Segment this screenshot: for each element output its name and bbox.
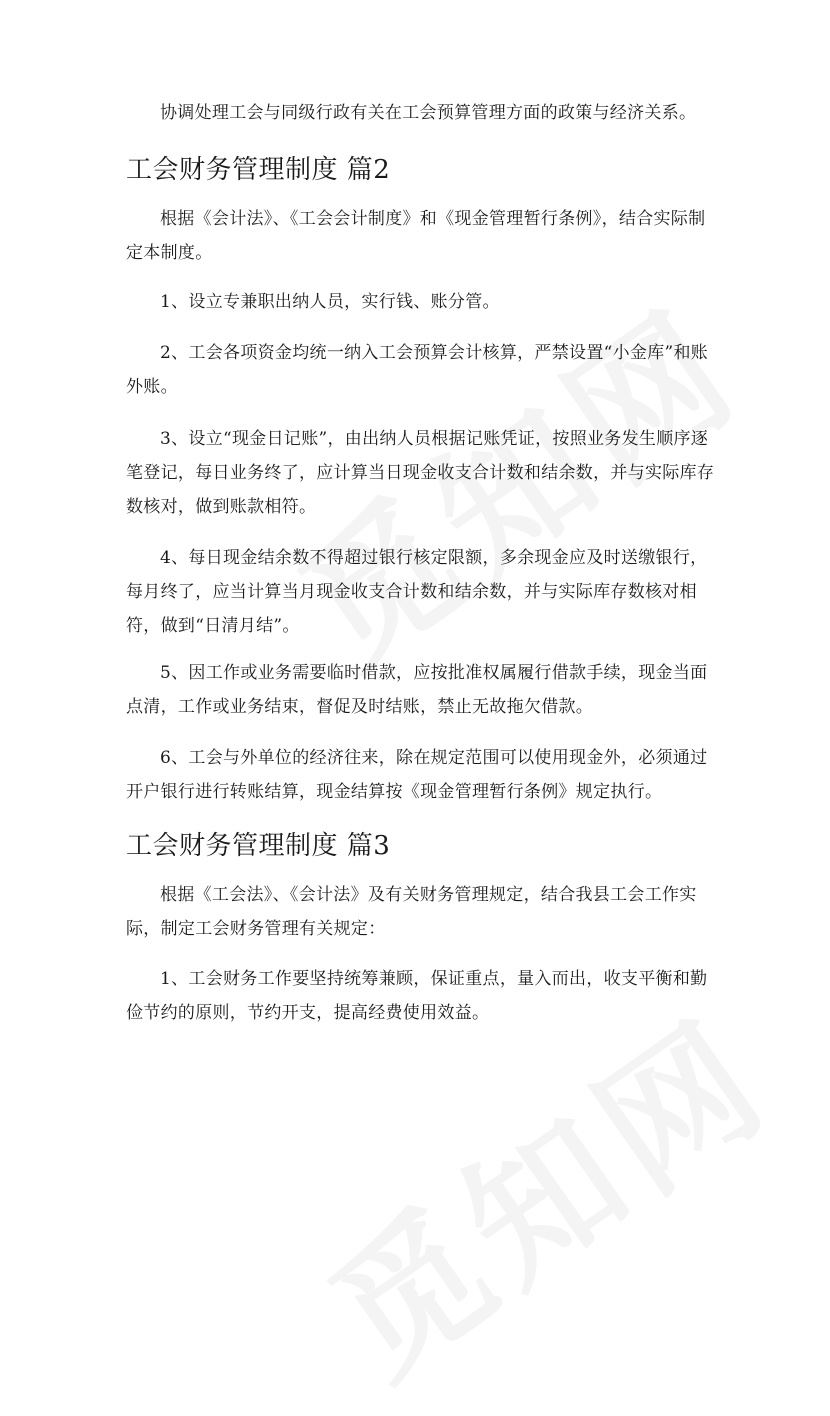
paragraph: 协调处理工会与同级行政有关在工会预算管理方面的政策与经济关系。 <box>160 103 697 123</box>
paragraph: 5、因工作或业务需要临时借款，应按批准权属履行借款手续，现金当面点清，工作或业务结束，督促及时结账，禁止无故拖欠借款。 <box>126 663 708 717</box>
paragraph: 6、工会与外单位的经济往来，除在规定范围可以使用现金外，必须通过开户银行进行转账结算，现金结算按《现金管理暂行条例》规定执行。 <box>126 748 708 802</box>
paragraph: 1、工会财务工作要坚持统筹兼顾，保证重点，量入而出，收支平衡和勤俭节约的原则，节约开支，提高经费使用效益。 <box>126 969 708 1023</box>
paragraph: 2、工会各项资金均统一纳入工会预算会计核算，严禁设置“小金库”和账外账。 <box>126 343 709 397</box>
section-heading: 工会财务管理制度 篇3 <box>126 831 391 861</box>
paragraph: 3、设立“现金日记账”，由出纳人员根据记账凭证，按照业务发生顺序逐笔登记，每日业务终了，应计算当日现金收支合计数和结余数，并与实际库存数核对，做到账款相符。 <box>126 429 715 517</box>
paragraph: 根据《会计法》、《工会会计制度》和《现金管理暂行条例》，结合实际制定本制度。 <box>126 209 706 263</box>
paragraph: 4、每日现金结余数不得超过银行核定限额，多余现金应及时送缴银行，每月终了，应当计算当月现金收支合计数和结余数，并与实际库存数核对相符，做到“日清月结”。 <box>126 548 708 636</box>
paragraph: 1、设立专兼职出纳人员，实行钱、账分管。 <box>160 292 500 312</box>
section-heading: 工会财务管理制度 篇2 <box>126 155 391 185</box>
paragraph: 根据《工会法》、《会计法》及有关财务管理规定，结合我县工会工作实际，制定工会财务管理有关规定： <box>126 885 697 939</box>
